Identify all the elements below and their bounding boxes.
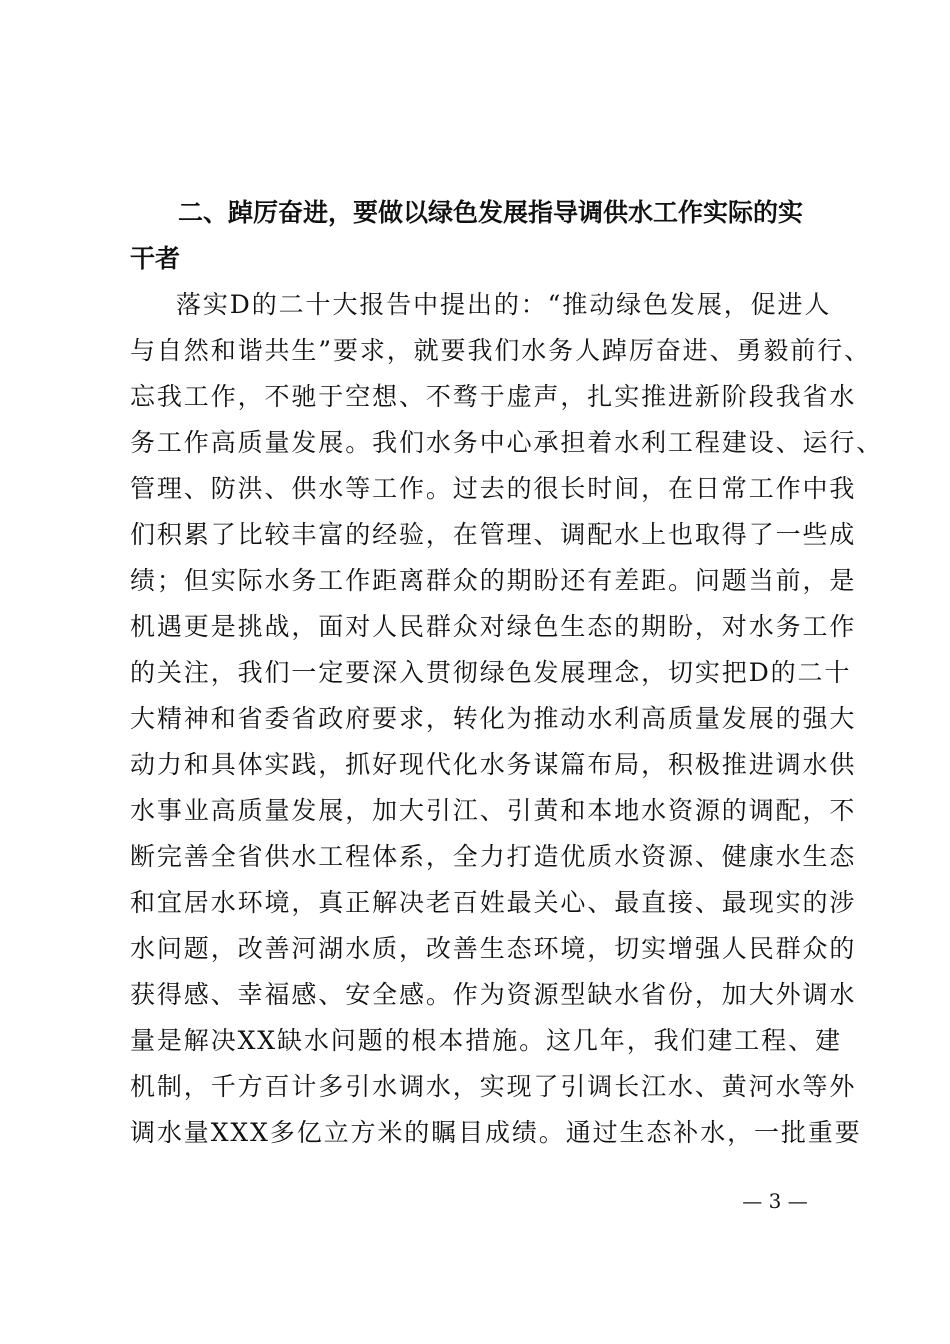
- paragraph-line: 动力和具体实践，抓好现代化水务谋篇布局，积极推进调水供: [130, 750, 857, 779]
- paragraph-line: 绩；但实际水务工作距离群众的期盼还有差距。问题当前，是: [130, 566, 857, 595]
- section-heading: [130, 190, 830, 282]
- paragraph-line: 管理、防洪、供水等工作。过去的很长时间，在日常工作中我: [130, 474, 857, 503]
- paragraph-line: 断完善全省供水工程体系，全力打造优质水资源、健康水生态: [130, 842, 857, 871]
- body-paragraph: [130, 282, 884, 1156]
- paragraph-line: 和宜居水环境，真正解决老百姓最关心、最直接、最现实的涉: [130, 888, 857, 917]
- paragraph-line: 与自然和谐共生”要求，就要我们水务人踔厉奋进、勇毅前行、: [130, 336, 871, 365]
- section-heading-line-2: 干者: [130, 244, 181, 273]
- paragraph-line: 机制，千方百计多引水调水，实现了引调长江水、黄河水等外: [130, 1072, 857, 1101]
- paragraph-line: 落实D的二十大报告中提出的：“推动绿色发展，促进人: [176, 290, 832, 319]
- paragraph-line: 的关注，我们一定要深入贯彻绿色发展理念，切实把D的二十: [130, 658, 852, 687]
- paragraph-line: 调水量XXX多亿立方米的瞩目成绩。通过生态补水，一批重要: [130, 1118, 862, 1147]
- paragraph-line: 量是解决XX缺水问题的根本措施。这几年，我们建工程、建: [130, 1026, 842, 1055]
- paragraph-line: 们积累了比较丰富的经验，在管理、调配水上也取得了一些成: [130, 520, 857, 549]
- paragraph-line: 机遇更是挑战，面对人民群众对绿色生态的期盼，对水务工作: [130, 612, 857, 641]
- paragraph-line: 水事业高质量发展，加大引江、引黄和本地水资源的调配，不: [130, 796, 857, 825]
- section-heading-line-1: 二、踔厉奋进，要做以绿色发展指导调供水工作实际的实: [178, 198, 804, 227]
- paragraph-line: 务工作高质量发展。我们水务中心承担着水利工程建设、运行、: [130, 428, 884, 457]
- paragraph-line: 大精神和省委省政府要求，转化为推动水利高质量发展的强大: [130, 704, 857, 733]
- paragraph-line: 忘我工作，不驰于空想、不骛于虚声，扎实推进新阶段我省水: [130, 382, 857, 411]
- paragraph-line: 获得感、幸福感、安全感。作为资源型缺水省份，加大外调水: [130, 980, 857, 1009]
- paragraph-line: 水问题，改善河湖水质，改善生态环境，切实增强人民群众的: [130, 934, 857, 963]
- page-number: — 3 —: [742, 1189, 808, 1213]
